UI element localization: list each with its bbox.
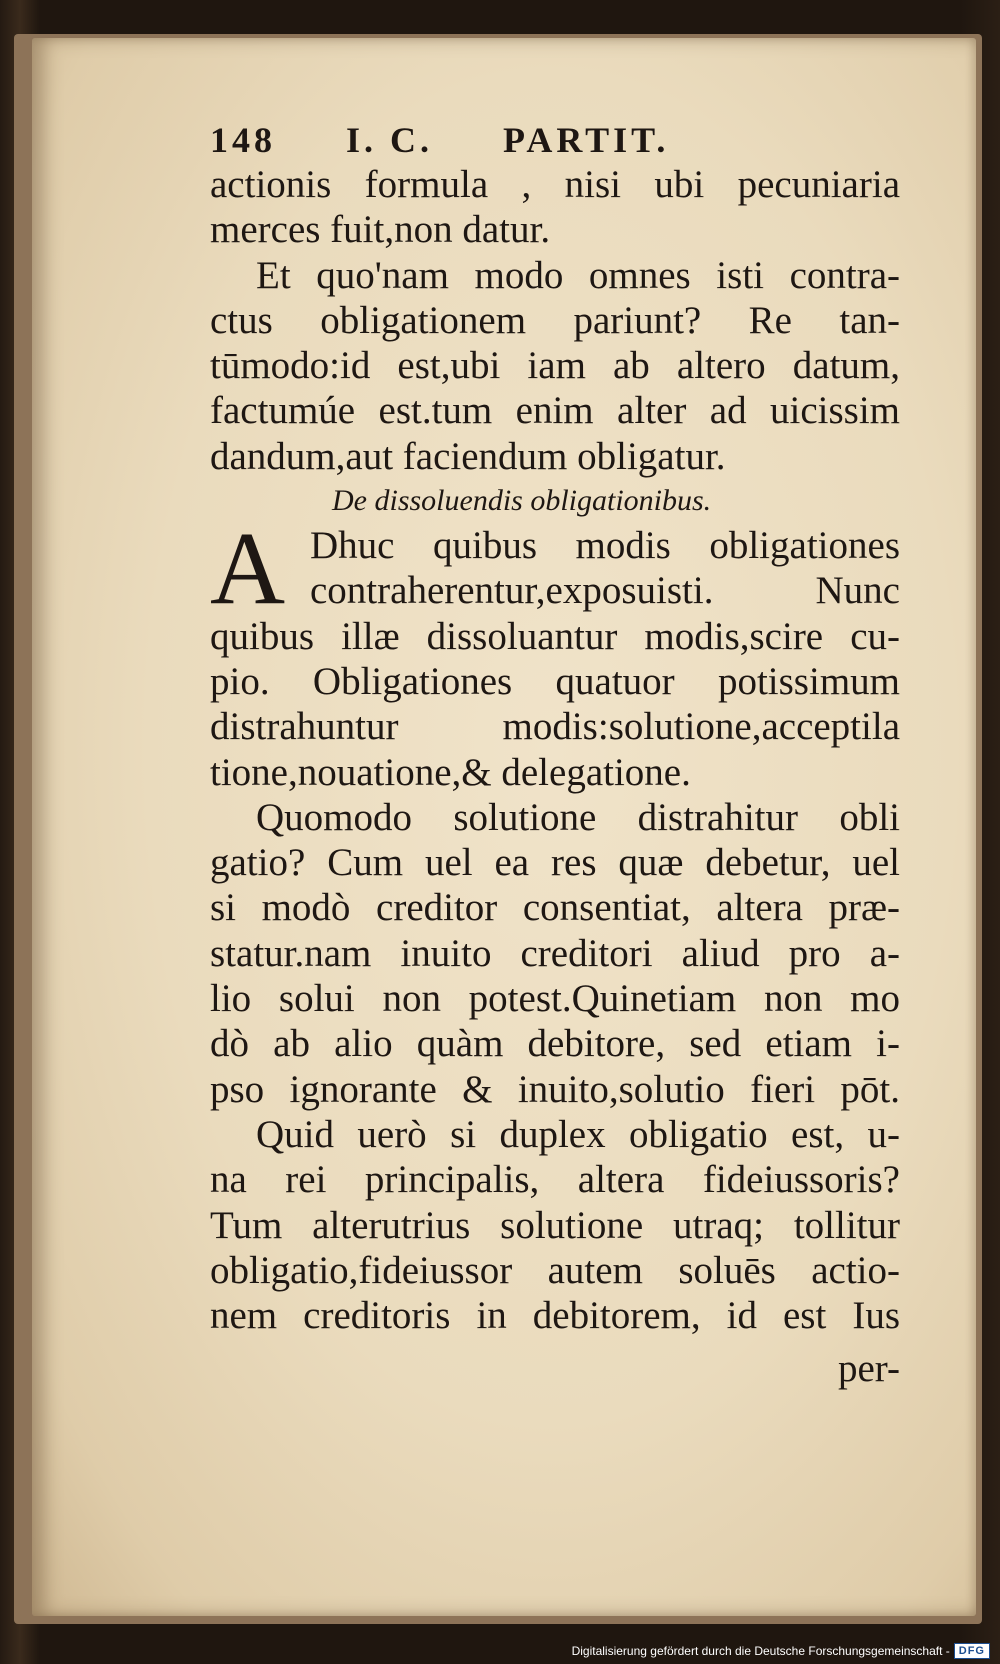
text-line: lio solui non potest.Quinetiam non mo [210,977,900,1021]
paragraph-4 [210,795,900,1112]
paragraph-3 [210,511,900,795]
text-line: dò ab alio quàm debitore, sed etiam i- [210,1022,900,1066]
text-line: pso ignorante & inuito,solutio fieri pōt. [210,1067,900,1111]
text-line: si modò creditor consentiat, altera præ- [210,886,900,930]
running-title-right: PARTIT. [503,120,670,160]
text-line: Et quo'nam modo omnes isti contra- [256,253,900,297]
text-line: obligatio,fideiussor autem soluēs actio- [210,1248,900,1292]
text-line: ctus obligationem pariunt? Re tan- [210,298,900,342]
section-heading: De dissoluendis obligationibus. [332,484,712,518]
text-line: actionis formula , nisi ubi pecuniaria [210,163,900,206]
digitization-credit [572,1640,990,1662]
text-line: quibus illæ dissoluantur modis,scire cu- [210,614,900,658]
paragraph-2 [210,253,900,479]
text-line: Dhuc quibus modis obligationes [310,524,900,568]
text-line: contraherentur,exposuisti. Nunc [310,569,900,613]
text-line: Tum alterutrius solutione utraq; tollitur [210,1203,900,1247]
text-line: pio. Obligationes quatuor potissimum [210,659,900,703]
text-line: distrahuntur modis:solutione,acceptila [210,705,900,749]
text-line: merces fuit,non datur. [210,208,551,252]
paragraph-1 [210,162,900,253]
catchword: per- [837,1347,900,1391]
text-line: statur.nam inuito creditori aliud pro a- [210,931,900,975]
text-line: gatio? Cum uel ea res quæ debetur, uel [210,841,900,885]
text-line: Quid uerò si duplex obligatio est, u- [256,1112,900,1156]
running-title-left: I. C. [346,120,434,160]
text-line: nem creditoris in debitorem, id est Ius [210,1294,900,1338]
text-line: tūmodo:id est,ubi iam ab altero datum, [210,344,900,388]
text-line: na rei principalis, altera fideiussoris? [210,1158,900,1202]
drop-cap-block [210,511,900,627]
text-line: factumúe est.tum enim alter ad uicissim [210,389,900,433]
dfg-logo-icon: DFG [954,1643,990,1659]
running-header [210,118,900,162]
text-line: tione,nouatione,& delegatione. [210,750,691,794]
text-line: dandum,aut faciendum obligatur. [210,434,726,478]
text-line: Quomodo solutione distrahitur obli [256,795,900,839]
text-block [210,118,900,1392]
paragraph-5 [210,1112,900,1338]
credit-text: Digitalisierung gefördert durch die Deutsche Forschungsgemeinschaft - [571,1644,950,1658]
page-number: 148 [210,120,276,160]
drop-cap-initial: A [210,511,286,627]
